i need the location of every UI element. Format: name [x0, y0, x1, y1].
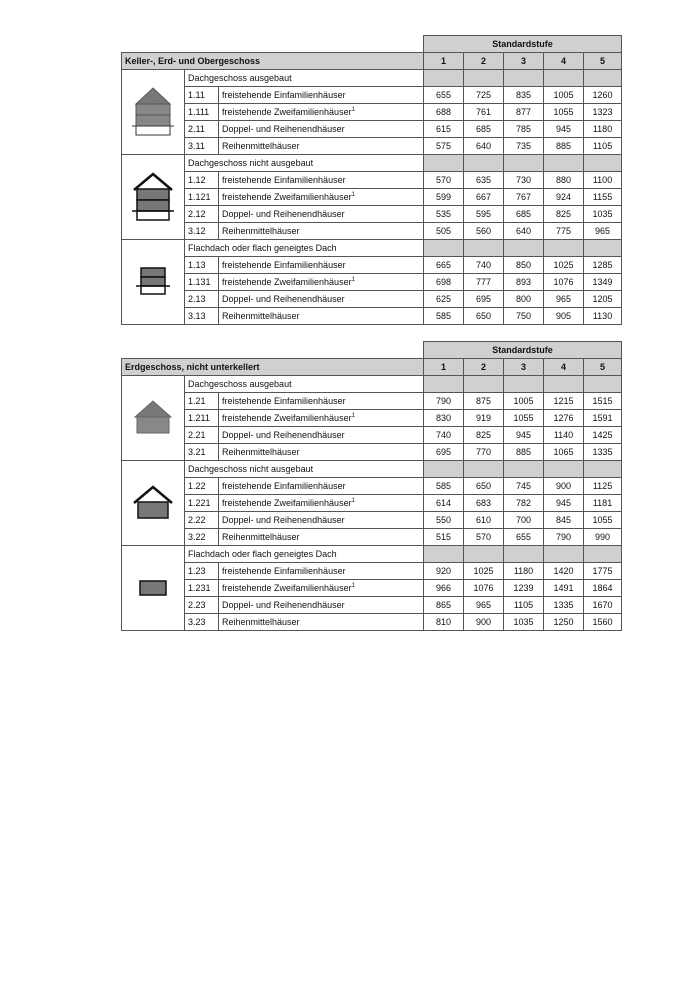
table-row: [122, 580, 622, 597]
row-code: 2.23: [185, 597, 219, 614]
cost-value: 761: [464, 104, 504, 121]
cost-value: 966: [424, 580, 464, 597]
cost-value: 698: [424, 274, 464, 291]
standard-level-header: Standardstufe: [424, 36, 622, 53]
table-title: Erdgeschoss, nicht unterkellert: [122, 359, 424, 376]
cost-value: 665: [424, 257, 464, 274]
row-building-type: [219, 291, 424, 308]
row-building-type: [219, 274, 424, 291]
cost-value: 610: [464, 512, 504, 529]
table-row: [122, 172, 622, 189]
cost-value: 1005: [544, 87, 584, 104]
header-blank-cell: [122, 36, 424, 53]
cost-value: 1349: [584, 274, 622, 291]
section-blank-cell: [424, 240, 464, 257]
table-row: [122, 138, 622, 155]
row-building-type: [219, 410, 424, 427]
section-row: [122, 376, 622, 393]
section-blank-cell: [504, 70, 544, 87]
building-type-text: Doppel- und Reihenendhäuser: [222, 209, 345, 219]
cost-value: 1055: [504, 410, 544, 427]
row-code: 3.13: [185, 308, 219, 325]
cost-value: 877: [504, 104, 544, 121]
row-code: 1.211: [185, 410, 219, 427]
table-row: [122, 410, 622, 427]
cost-value: 585: [424, 308, 464, 325]
building-type-text: freistehende Einfamilienhäuser: [222, 175, 346, 185]
section-row: [122, 461, 622, 478]
cost-value: 667: [464, 189, 504, 206]
header-row-columns: [122, 359, 622, 376]
table-row: [122, 206, 622, 223]
table-row: [122, 393, 622, 410]
cost-value: 730: [504, 172, 544, 189]
cost-value: 515: [424, 529, 464, 546]
cost-value: 1130: [584, 308, 622, 325]
cost-value: 965: [464, 597, 504, 614]
section-blank-cell: [544, 461, 584, 478]
cost-value: 900: [464, 614, 504, 631]
row-building-type: [219, 257, 424, 274]
cost-value: 1491: [544, 580, 584, 597]
row-code: 3.11: [185, 138, 219, 155]
section-blank-cell: [464, 546, 504, 563]
cost-value: 1205: [584, 291, 622, 308]
section-blank-cell: [504, 376, 544, 393]
row-code: 1.12: [185, 172, 219, 189]
cost-value: 1425: [584, 427, 622, 444]
section-row: [122, 240, 622, 257]
building-type-text: Doppel- und Reihenendhäuser: [222, 515, 345, 525]
building-type-text: freistehende Zweifamilienhäuser: [222, 498, 352, 508]
section-blank-cell: [544, 546, 584, 563]
cost-value: 1560: [584, 614, 622, 631]
building-type-text: freistehende Zweifamilienhäuser: [222, 413, 352, 423]
cost-value: 785: [504, 121, 544, 138]
column-header: 1: [424, 359, 464, 376]
row-code: 2.13: [185, 291, 219, 308]
cost-value: 1515: [584, 393, 622, 410]
row-code: 2.22: [185, 512, 219, 529]
cost-value: 835: [504, 87, 544, 104]
section-row: [122, 70, 622, 87]
cost-value: 625: [424, 291, 464, 308]
row-code: 2.11: [185, 121, 219, 138]
cost-value: 777: [464, 274, 504, 291]
header-row-standard: [122, 36, 622, 53]
row-building-type: [219, 104, 424, 121]
section-blank-cell: [424, 461, 464, 478]
row-code: 2.21: [185, 427, 219, 444]
row-code: 1.231: [185, 580, 219, 597]
cost-value: 885: [544, 138, 584, 155]
building-type-text: Reihenmittelhäuser: [222, 226, 300, 236]
row-code: 3.22: [185, 529, 219, 546]
row-building-type: [219, 206, 424, 223]
section-label: Dachgeschoss nicht ausgebaut: [185, 461, 424, 478]
table-row: [122, 563, 622, 580]
section-blank-cell: [544, 240, 584, 257]
cost-value: 655: [504, 529, 544, 546]
section-blank-cell: [464, 70, 504, 87]
cost-value: 640: [464, 138, 504, 155]
section-blank-cell: [584, 546, 622, 563]
building-type-text: Reihenmittelhäuser: [222, 617, 300, 627]
cost-value: 1670: [584, 597, 622, 614]
header-blank-cell: [122, 342, 424, 359]
row-code: 1.11: [185, 87, 219, 104]
row-building-type: [219, 563, 424, 580]
cost-table-2: [121, 341, 622, 631]
cost-value: 683: [464, 495, 504, 512]
cost-value: 770: [464, 444, 504, 461]
column-header: 3: [504, 359, 544, 376]
house-basement-attic-undeveloped-icon: [122, 155, 185, 240]
cost-value: 1775: [584, 563, 622, 580]
footnote-marker: 1: [351, 192, 355, 198]
cost-value: 790: [424, 393, 464, 410]
section-blank-cell: [584, 461, 622, 478]
cost-value: 920: [424, 563, 464, 580]
row-building-type: [219, 223, 424, 240]
cost-value: 570: [424, 172, 464, 189]
cost-value: 830: [424, 410, 464, 427]
cost-value: 885: [504, 444, 544, 461]
cost-value: 1420: [544, 563, 584, 580]
table-row: [122, 257, 622, 274]
row-code: 1.23: [185, 563, 219, 580]
row-building-type: [219, 427, 424, 444]
row-code: 3.12: [185, 223, 219, 240]
cost-value: 535: [424, 206, 464, 223]
cost-value: 1335: [584, 444, 622, 461]
cost-value: 1105: [584, 138, 622, 155]
cost-table-1: [121, 35, 622, 325]
section-label: Dachgeschoss ausgebaut: [185, 376, 424, 393]
table-row: [122, 87, 622, 104]
cost-value: 865: [424, 597, 464, 614]
table-row: [122, 597, 622, 614]
footnote-marker: 1: [351, 277, 355, 283]
building-type-text: freistehende Zweifamilienhäuser: [222, 107, 352, 117]
section-label: Flachdach oder flach geneigtes Dach: [185, 240, 424, 257]
cost-value: 990: [584, 529, 622, 546]
row-building-type: [219, 138, 424, 155]
cost-value: 650: [464, 478, 504, 495]
row-building-type: [219, 580, 424, 597]
section-row: [122, 155, 622, 172]
cost-value: 1181: [584, 495, 622, 512]
cost-value: 1250: [544, 614, 584, 631]
cost-value: 685: [464, 121, 504, 138]
cost-value: 1323: [584, 104, 622, 121]
cost-value: 635: [464, 172, 504, 189]
section-blank-cell: [584, 155, 622, 172]
row-building-type: [219, 478, 424, 495]
cost-value: 1180: [584, 121, 622, 138]
table-row: [122, 512, 622, 529]
table-row: [122, 274, 622, 291]
column-header: 4: [544, 359, 584, 376]
row-building-type: [219, 512, 424, 529]
section-label: Dachgeschoss nicht ausgebaut: [185, 155, 424, 172]
cost-value: 595: [464, 206, 504, 223]
column-header: 4: [544, 53, 584, 70]
building-type-text: freistehende Zweifamilienhäuser: [222, 583, 352, 593]
section-blank-cell: [584, 376, 622, 393]
row-code: 1.221: [185, 495, 219, 512]
building-type-text: Reihenmittelhäuser: [222, 447, 300, 457]
cost-value: 1025: [464, 563, 504, 580]
cost-value: 650: [464, 308, 504, 325]
cost-value: 880: [544, 172, 584, 189]
row-building-type: [219, 444, 424, 461]
row-building-type: [219, 495, 424, 512]
cost-value: 945: [544, 495, 584, 512]
section-blank-cell: [424, 546, 464, 563]
table-row: [122, 427, 622, 444]
footnote-marker: 1: [351, 107, 355, 113]
section-blank-cell: [504, 240, 544, 257]
cost-value: 767: [504, 189, 544, 206]
building-type-text: freistehende Einfamilienhäuser: [222, 90, 346, 100]
row-building-type: [219, 87, 424, 104]
row-building-type: [219, 189, 424, 206]
building-type-text: Reihenmittelhäuser: [222, 311, 300, 321]
cost-value: 735: [504, 138, 544, 155]
table-row: [122, 189, 622, 206]
section-row: [122, 546, 622, 563]
cost-value: 615: [424, 121, 464, 138]
cost-value: 965: [544, 291, 584, 308]
cost-value: 550: [424, 512, 464, 529]
row-building-type: [219, 614, 424, 631]
column-header: 3: [504, 53, 544, 70]
row-code: 1.131: [185, 274, 219, 291]
cost-value: 599: [424, 189, 464, 206]
row-code: 1.21: [185, 393, 219, 410]
cost-value: 505: [424, 223, 464, 240]
cost-value: 575: [424, 138, 464, 155]
cost-value: 740: [424, 427, 464, 444]
cost-value: 924: [544, 189, 584, 206]
building-type-text: freistehende Zweifamilienhäuser: [222, 192, 352, 202]
building-type-text: freistehende Einfamilienhäuser: [222, 481, 346, 491]
cost-value: 1105: [504, 597, 544, 614]
cost-value: 945: [544, 121, 584, 138]
building-type-text: Reihenmittelhäuser: [222, 532, 300, 542]
cost-value: 790: [544, 529, 584, 546]
cost-value: 1155: [584, 189, 622, 206]
building-type-text: freistehende Einfamilienhäuser: [222, 566, 346, 576]
cost-value: 775: [544, 223, 584, 240]
column-header: 5: [584, 359, 622, 376]
header-row-columns: [122, 53, 622, 70]
building-type-text: freistehende Zweifamilienhäuser: [222, 277, 352, 287]
house-ground-flat-roof-icon: [122, 546, 185, 631]
table-row: [122, 495, 622, 512]
cost-value: 725: [464, 87, 504, 104]
building-type-text: freistehende Einfamilienhäuser: [222, 396, 346, 406]
house-ground-attic-developed-icon: [122, 376, 185, 461]
row-code: 3.23: [185, 614, 219, 631]
row-building-type: [219, 529, 424, 546]
cost-value: 695: [424, 444, 464, 461]
column-header: 5: [584, 53, 622, 70]
cost-value: 640: [504, 223, 544, 240]
cost-value: 1140: [544, 427, 584, 444]
cost-value: 1055: [584, 512, 622, 529]
cost-value: 614: [424, 495, 464, 512]
house-basement-flat-roof-icon: [122, 240, 185, 325]
table-row: [122, 104, 622, 121]
row-building-type: [219, 597, 424, 614]
table-row: [122, 308, 622, 325]
standard-level-header: Standardstufe: [424, 342, 622, 359]
cost-value: 1035: [584, 206, 622, 223]
cost-value: 1285: [584, 257, 622, 274]
section-blank-cell: [464, 155, 504, 172]
row-code: 3.21: [185, 444, 219, 461]
table-row: [122, 478, 622, 495]
footnote-marker: 1: [351, 413, 355, 419]
building-type-text: freistehende Einfamilienhäuser: [222, 260, 346, 270]
table-row: [122, 121, 622, 138]
cost-value: 1025: [544, 257, 584, 274]
section-blank-cell: [544, 155, 584, 172]
cost-value: 945: [504, 427, 544, 444]
cost-value: 560: [464, 223, 504, 240]
cost-value: 1591: [584, 410, 622, 427]
cost-value: 1215: [544, 393, 584, 410]
row-code: 1.13: [185, 257, 219, 274]
cost-value: 845: [544, 512, 584, 529]
section-label: Flachdach oder flach geneigtes Dach: [185, 546, 424, 563]
cost-value: 1335: [544, 597, 584, 614]
row-building-type: [219, 308, 424, 325]
cost-value: 825: [464, 427, 504, 444]
row-code: 1.111: [185, 104, 219, 121]
table-row: [122, 529, 622, 546]
section-blank-cell: [544, 376, 584, 393]
section-blank-cell: [584, 70, 622, 87]
section-blank-cell: [504, 461, 544, 478]
cost-value: 893: [504, 274, 544, 291]
house-ground-attic-undeveloped-icon: [122, 461, 185, 546]
cost-value: 1076: [544, 274, 584, 291]
cost-value: 965: [584, 223, 622, 240]
cost-value: 1276: [544, 410, 584, 427]
cost-value: 570: [464, 529, 504, 546]
table-row: [122, 444, 622, 461]
row-building-type: [219, 172, 424, 189]
section-blank-cell: [464, 240, 504, 257]
table-row: [122, 614, 622, 631]
building-type-text: Doppel- und Reihenendhäuser: [222, 430, 345, 440]
section-blank-cell: [424, 376, 464, 393]
cost-value: 1239: [504, 580, 544, 597]
building-type-text: Doppel- und Reihenendhäuser: [222, 124, 345, 134]
row-building-type: [219, 121, 424, 138]
column-header: 2: [464, 359, 504, 376]
row-code: 1.121: [185, 189, 219, 206]
cost-value: 800: [504, 291, 544, 308]
cost-value: 688: [424, 104, 464, 121]
cost-value: 782: [504, 495, 544, 512]
cost-value: 685: [504, 206, 544, 223]
cost-value: 1125: [584, 478, 622, 495]
cost-value: 1005: [504, 393, 544, 410]
section-label: Dachgeschoss ausgebaut: [185, 70, 424, 87]
cost-value: 655: [424, 87, 464, 104]
section-blank-cell: [424, 70, 464, 87]
table-row: [122, 291, 622, 308]
cost-value: 750: [504, 308, 544, 325]
cost-value: 1076: [464, 580, 504, 597]
row-code: 1.22: [185, 478, 219, 495]
cost-value: 585: [424, 478, 464, 495]
cost-value: 740: [464, 257, 504, 274]
cost-value: 695: [464, 291, 504, 308]
section-blank-cell: [544, 70, 584, 87]
section-blank-cell: [464, 461, 504, 478]
table-title: Keller-, Erd- und Obergeschoss: [122, 53, 424, 70]
cost-value: 1065: [544, 444, 584, 461]
footnote-marker: 1: [351, 498, 355, 504]
cost-value: 1180: [504, 563, 544, 580]
cost-value: 700: [504, 512, 544, 529]
section-blank-cell: [504, 546, 544, 563]
table-row: [122, 223, 622, 240]
column-header: 2: [464, 53, 504, 70]
cost-value: 905: [544, 308, 584, 325]
row-building-type: [219, 393, 424, 410]
section-blank-cell: [584, 240, 622, 257]
building-type-text: Doppel- und Reihenendhäuser: [222, 600, 345, 610]
building-type-text: Reihenmittelhäuser: [222, 141, 300, 151]
section-blank-cell: [464, 376, 504, 393]
cost-value: 745: [504, 478, 544, 495]
cost-value: 900: [544, 478, 584, 495]
cost-value: 825: [544, 206, 584, 223]
cost-value: 875: [464, 393, 504, 410]
cost-value: 1260: [584, 87, 622, 104]
cost-value: 919: [464, 410, 504, 427]
column-header: 1: [424, 53, 464, 70]
header-row-standard: [122, 342, 622, 359]
cost-value: 850: [504, 257, 544, 274]
building-type-text: Doppel- und Reihenendhäuser: [222, 294, 345, 304]
section-blank-cell: [504, 155, 544, 172]
footnote-marker: 1: [351, 583, 355, 589]
row-code: 2.12: [185, 206, 219, 223]
section-blank-cell: [424, 155, 464, 172]
house-basement-attic-developed-icon: [122, 70, 185, 155]
cost-value: 810: [424, 614, 464, 631]
cost-value: 1864: [584, 580, 622, 597]
cost-value: 1055: [544, 104, 584, 121]
cost-value: 1100: [584, 172, 622, 189]
cost-value: 1035: [504, 614, 544, 631]
